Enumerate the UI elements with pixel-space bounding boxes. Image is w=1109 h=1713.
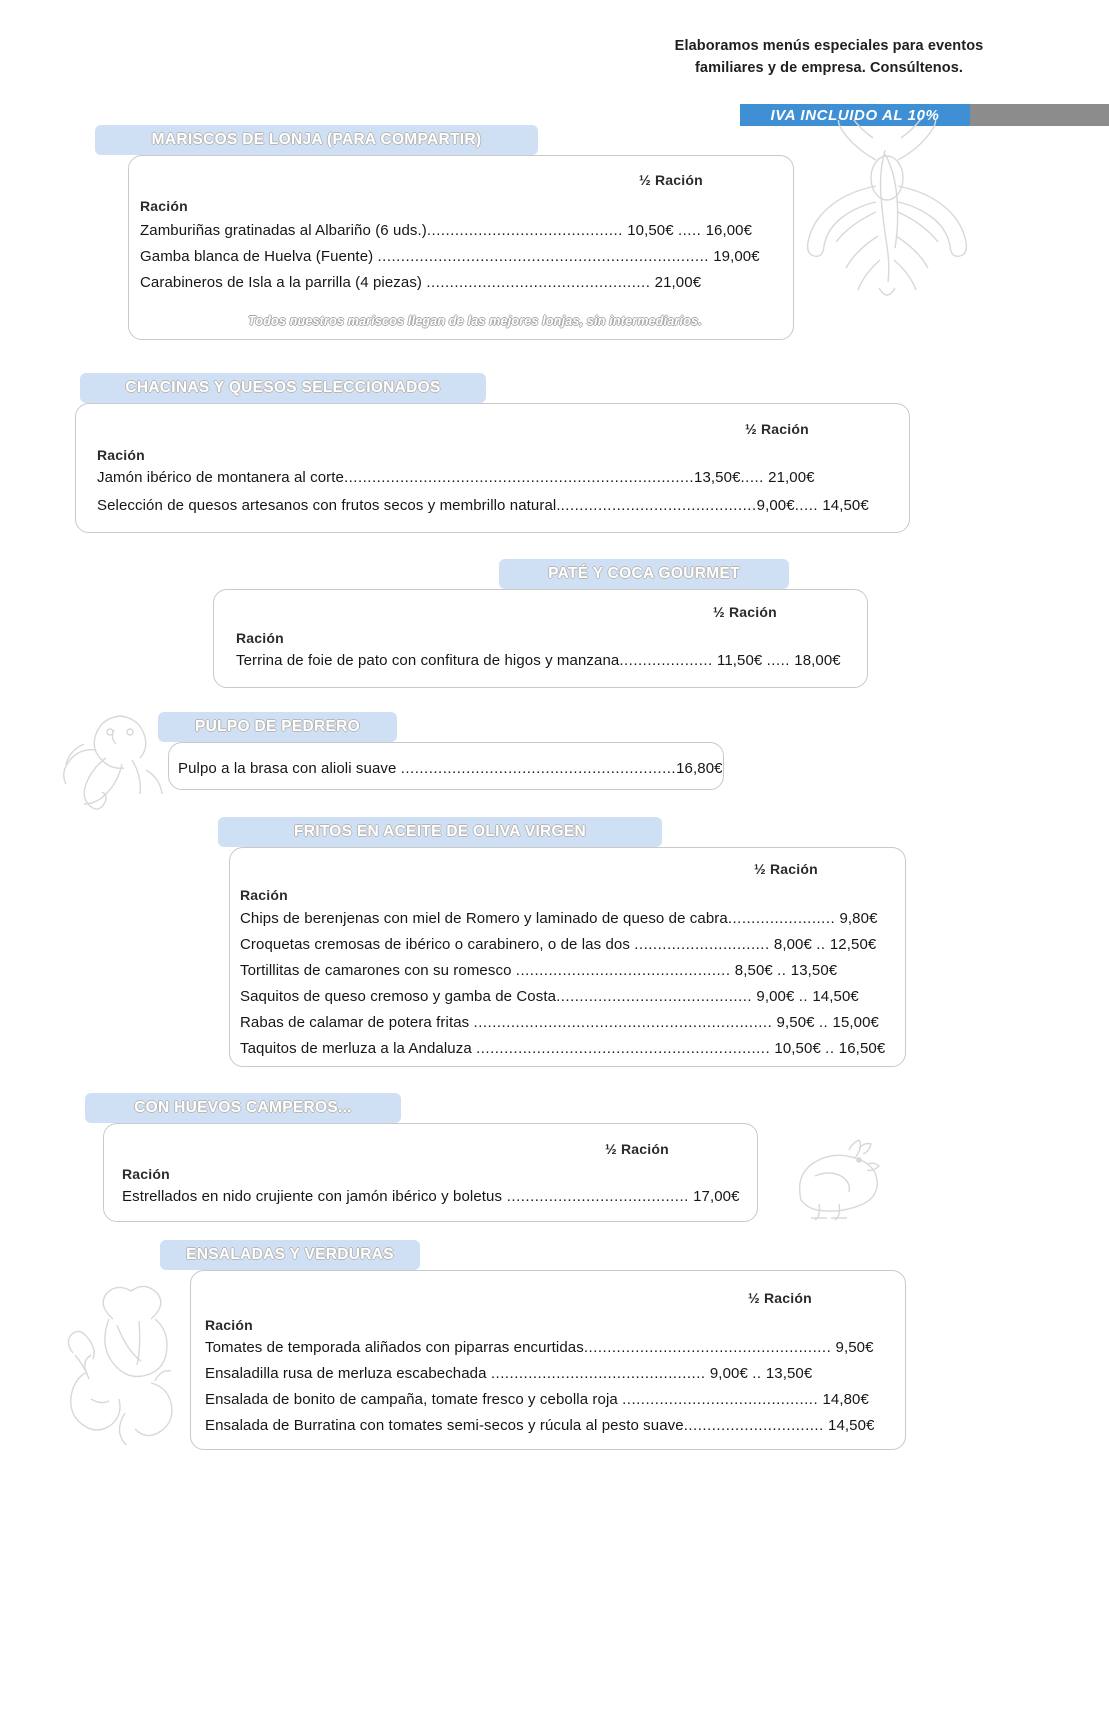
half-racion-label: ½ Ración [745,421,809,437]
item-dots: ............................................................... [476,1040,771,1057]
section-title-text: MARISCOS DE LONJA (PARA COMPARTIR) [151,131,482,148]
item-price-half: 13,50€ [765,1365,813,1382]
item-dots: ................................................................ [473,1014,773,1031]
item-dots: ....................................................................... [377,248,709,265]
menu-item [205,1339,874,1356]
item-price-full: 9,00€ [709,1365,748,1382]
item-price-full: 11,50€ [716,652,763,669]
racion-label: Ración [240,887,288,903]
item-price-separator: .. [825,1040,835,1057]
item-dots: ........................................................................... [343,469,695,486]
item-name: Rabas de calamar de potera fritas [240,1014,470,1031]
item-price-full: 9,50€ [776,1014,815,1031]
half-racion-label: ½ Ración [713,604,777,620]
item-price-full: 9,50€ [835,1339,874,1356]
item-price-separator: ..... [677,222,702,239]
section-card-fritos [229,847,906,1067]
events-note-line1: Elaboramos menús especiales para eventos [674,38,984,54]
menu-item [240,1040,885,1057]
item-name: Ensalada de bonito de campaña, tomate fresco y cebolla roja [205,1391,618,1408]
item-dots: .............................................. [490,1365,706,1382]
item-price-full: 10,50€ [774,1040,821,1057]
lobster-illustration [780,120,990,310]
item-dots: .......................................... [560,497,757,514]
hen-illustration [775,1130,885,1225]
iva-badge: IVA INCLUIDO AL 10% [740,104,970,126]
section-title-mariscos [95,125,538,155]
racion-label: Ración [140,198,188,214]
item-price-full: 16,80€ [676,760,723,777]
menu-item [140,274,701,291]
item-name: Carabineros de Isla a la parrilla (4 piezas) [140,274,423,291]
item-name: Tomates de temporada aliñados con piparras encurtidas [205,1339,584,1356]
item-price-full: 14,50€ [828,1417,875,1434]
events-note [646,36,1012,80]
section-title-chacinas [80,373,486,403]
menu-item [140,248,760,265]
item-price-separator: .. [816,936,826,953]
menu-item [205,1391,869,1408]
item-price-full: 8,00€ [773,936,812,953]
menu-item [97,497,869,514]
item-name: Zamburiñas gratinadas al Albariño (6 uds.) [140,222,427,239]
events-note-line2: familiares y de empresa. Consúltenos. [694,59,964,76]
menu-item [236,652,841,669]
menu-item [240,910,878,927]
half-racion-label: ½ Ración [748,1290,812,1306]
section-title-fritos [218,817,662,847]
menu-item [240,988,859,1005]
item-name: Taquitos de merluza a la Andaluza [240,1040,472,1057]
menu-item [140,222,752,239]
menu-item [240,936,876,953]
item-name: Terrina de foie de pato con confitura de higos y manzana [236,652,620,669]
racion-label: Ración [236,630,284,646]
item-name: Saquitos de queso cremoso y gamba de Costa [240,988,557,1005]
item-price-full: 17,00€ [693,1188,740,1205]
item-price-separator: .. [798,988,809,1005]
item-price-full: 9,00€ [756,497,795,514]
half-racion-label: ½ Ración [754,861,818,877]
item-price-separator: ..... [740,469,764,486]
racion-label: Ración [205,1317,253,1333]
vegetables-illustration [55,1275,205,1445]
item-price-separator: ..... [766,652,790,669]
item-price-half: 12,50€ [829,936,877,953]
section-title-pate [499,559,789,589]
half-racion-label: ½ Ración [605,1141,669,1157]
item-dots: .............................................. [515,962,731,979]
menu-item [122,1188,740,1205]
item-dots: ................................................ [426,274,651,291]
item-name: Croquetas cremosas de ibérico o carabinero, o de las dos [240,936,630,953]
item-dots: ........................................................... [400,760,677,777]
item-name: Pulpo a la brasa con alioli suave [178,760,397,777]
item-price-full: 13,50€ [694,469,741,486]
section-title-text: PATÉ Y COCA GOURMET [548,565,740,582]
item-dots: ....................... [727,910,836,927]
item-price-half: 18,00€ [794,652,841,669]
item-price-separator: .. [777,962,787,979]
item-dots: ....................................... [502,1188,689,1205]
item-price-full: 21,00€ [654,274,702,291]
section-title-huevos [85,1093,401,1123]
item-name: Ensaladilla rusa de merluza escabechada [205,1365,487,1382]
item-price-half: 16,50€ [838,1040,886,1057]
menu-item [240,1014,879,1031]
item-dots: ..................................................... [583,1339,832,1356]
section-footnote: Todos nuestros mariscos llegan de las mejores lonjas, sin intermediarios. [248,314,702,328]
item-dots: .............................. [683,1417,824,1434]
item-name: Chips de berenjenas con miel de Romero y laminado de queso de cabra [240,910,728,927]
item-name: Ensalada de Burratina con tomates semi-secos y rúcula al pesto suave [205,1417,684,1434]
item-price-separator: .. [752,1365,762,1382]
item-price-separator: ..... [794,497,819,514]
item-price-full: 19,00€ [713,248,760,265]
menu-item [178,760,723,777]
section-card-huevos [103,1123,758,1222]
item-dots: .................... [619,652,713,669]
item-price-full: 8,50€ [734,962,773,979]
item-name: Jamón ibérico de montanera al corte [97,469,344,486]
item-price-separator: .. [818,1014,829,1031]
menu-item [205,1365,812,1382]
racion-label: Ración [97,447,145,463]
item-price-full: 9,80€ [839,910,878,927]
item-price-half: 15,00€ [832,1014,879,1031]
item-price-half: 13,50€ [790,962,838,979]
item-dots: ............................. [634,936,770,953]
menu-item [97,469,815,486]
section-title-text: CON HUEVOS CAMPEROS... [134,1099,352,1116]
item-price-half: 16,00€ [705,222,753,239]
section-title-text: FRITOS EN ACEITE DE OLIVA VIRGEN [293,823,587,840]
item-price-full: 14,80€ [822,1391,869,1408]
item-price-full: 10,50€ [627,222,674,239]
menu-item [240,962,837,979]
half-racion-label: ½ Ración [639,172,703,188]
section-title-text: CHACINAS Y QUESOS SELECCIONADOS [125,379,441,396]
item-name: Selección de quesos artesanos con frutos secos y membrillo natural. [97,497,561,514]
item-name: Estrellados en nido crujiente con jamón ibérico y boletus [122,1188,503,1205]
item-price-half: 14,50€ [822,497,869,514]
item-price-full: 9,00€ [756,988,795,1005]
item-dots: .......................................... [556,988,753,1005]
section-title-text: ENSALADAS Y VERDURAS [186,1246,394,1263]
section-title-ensaladas [160,1240,420,1270]
item-dots: .......................................... [426,222,623,239]
section-title-text: PULPO DE PEDRERO [195,718,360,735]
item-price-half: 14,50€ [812,988,859,1005]
menu-item [205,1417,875,1434]
item-name: Gamba blanca de Huelva (Fuente) [140,248,374,265]
item-price-half: 21,00€ [768,469,815,486]
section-title-pulpo [158,712,397,742]
racion-label: Ración [122,1166,170,1182]
item-dots: .......................................... [622,1391,819,1408]
item-name: Tortillitas de camarones con su romesco [240,962,512,979]
